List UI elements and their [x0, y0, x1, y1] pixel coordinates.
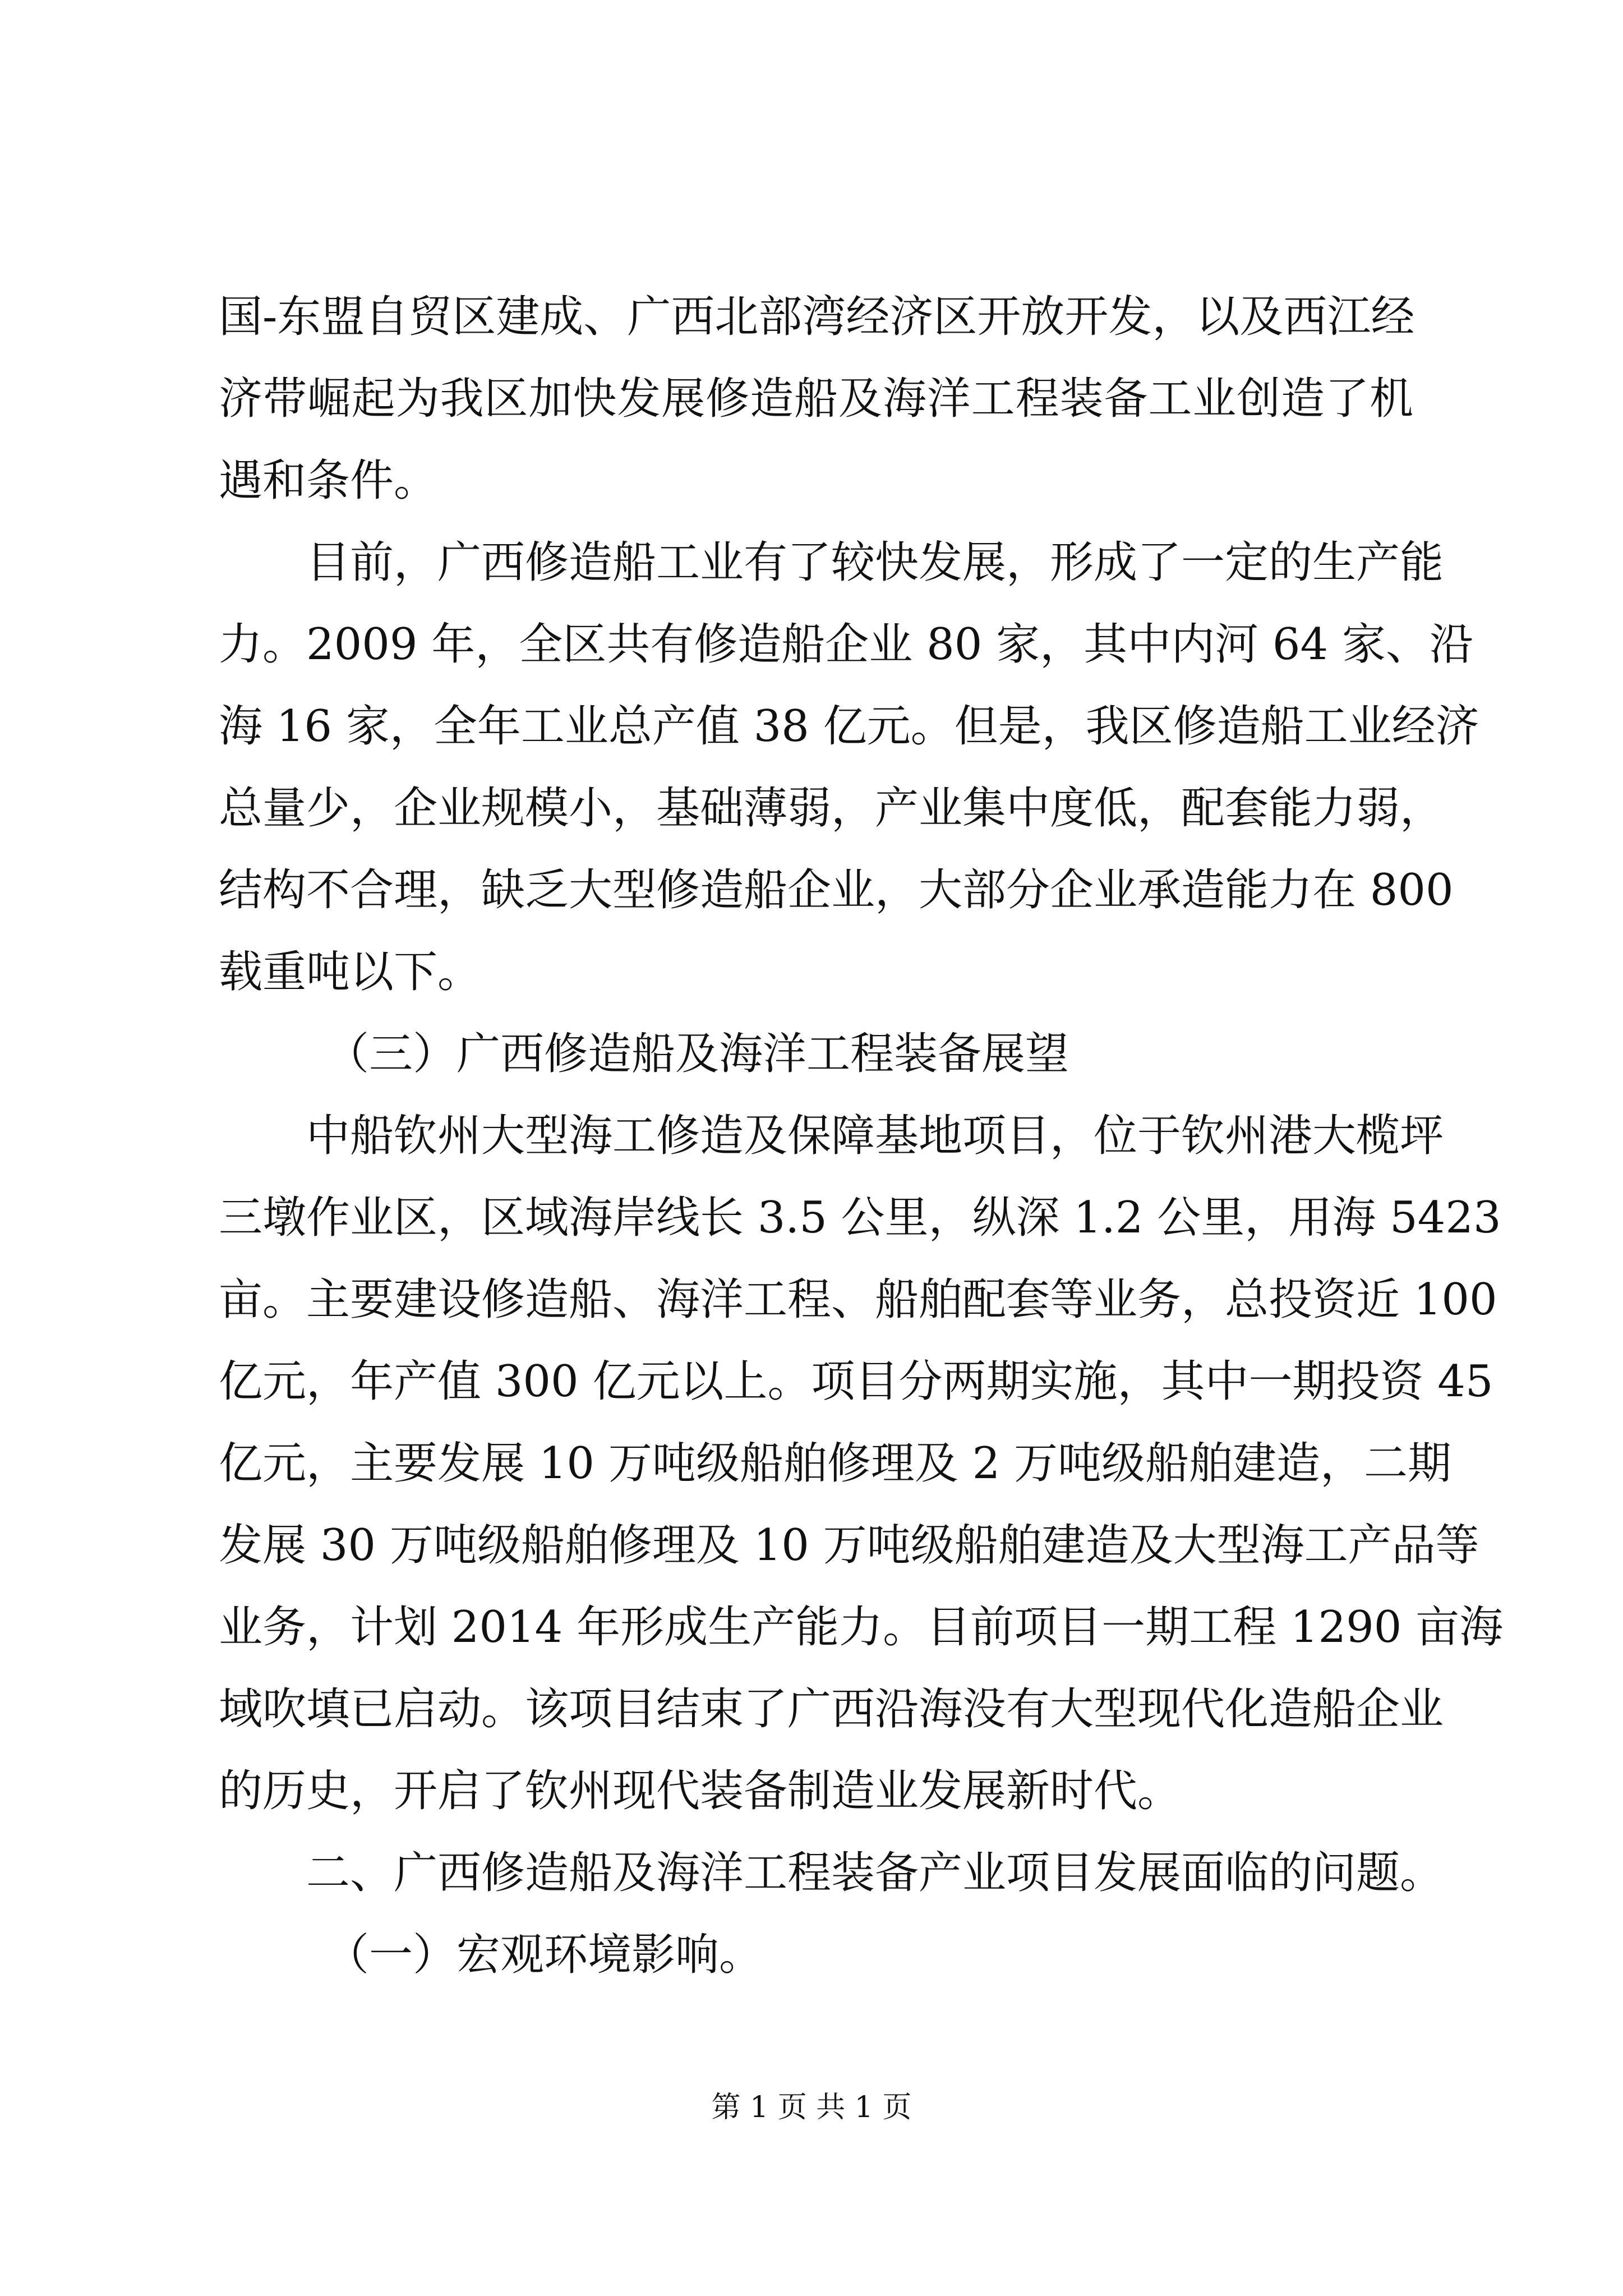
- text-line: 国-东盟自贸区建成、广西北部湾经济区开放开发，以及西江经: [219, 292, 1415, 342]
- text-line: 业务，计划 2014 年形成生产能力。目前项目一期工程 1290 亩海: [219, 1602, 1504, 1653]
- text-line: 总量少，企业规模小，基础薄弱，产业集中度低，配套能力弱，: [219, 783, 1444, 834]
- section-heading: （三）广西修造船及海洋工程装备展望: [325, 1029, 1069, 1079]
- document-body: [219, 276, 1504, 1996]
- text-line: 亿元，主要发展 10 万吨级船舶修理及 2 万吨级船舶建造，二期: [219, 1438, 1452, 1489]
- text-line: 载重吨以下。: [219, 947, 482, 997]
- section-heading: （一）宏观环境影响。: [325, 1930, 763, 1980]
- text-line: 济带崛起为我区加快发展修造船及海洋工程装备工业创造了机: [219, 374, 1413, 424]
- text-line: 中船钦州大型海工修造及保障基地项目，位于钦州港大榄坪: [306, 1111, 1444, 1161]
- page-footer: [0, 2088, 1623, 2127]
- text-line: 目前，广西修造船工业有了较快发展，形成了一定的生产能: [306, 537, 1444, 588]
- text-line: 域吹填已启动。该项目结束了广西沿海没有大型现代化造船企业: [219, 1684, 1444, 1734]
- text-line: 三墩作业区，区域海岸线长 3.5 公里，纵深 1.2 公里，用海 5423: [219, 1193, 1501, 1243]
- text-line: 的历史，开启了钦州现代装备制造业发展新时代。: [219, 1766, 1182, 1816]
- text-line: 海 16 家，全年工业总产值 38 亿元。但是，我区修造船工业经济: [219, 701, 1479, 752]
- section-heading: 二、广西修造船及海洋工程装备产业项目发展面临的问题。: [306, 1848, 1444, 1898]
- page-number-label: 第 1 页 共 1 页: [711, 2091, 912, 2124]
- text-line: 结构不合理，缺乏大型修造船企业，大部分企业承造能力在 800: [219, 865, 1454, 915]
- text-line: 亩。主要建设修造船、海洋工程、船舶配套等业务，总投资近 100: [219, 1274, 1497, 1325]
- text-line: 力。2009 年，全区共有修造船企业 80 家，其中内河 64 家、沿: [219, 619, 1473, 670]
- text-line: 亿元，年产值 300 亿元以上。项目分两期实施，其中一期投资 45: [219, 1356, 1493, 1407]
- text-line: 发展 30 万吨级船舶修理及 10 万吨级船舶建造及大型海工产品等: [219, 1520, 1479, 1571]
- text-line: 遇和条件。: [219, 455, 438, 506]
